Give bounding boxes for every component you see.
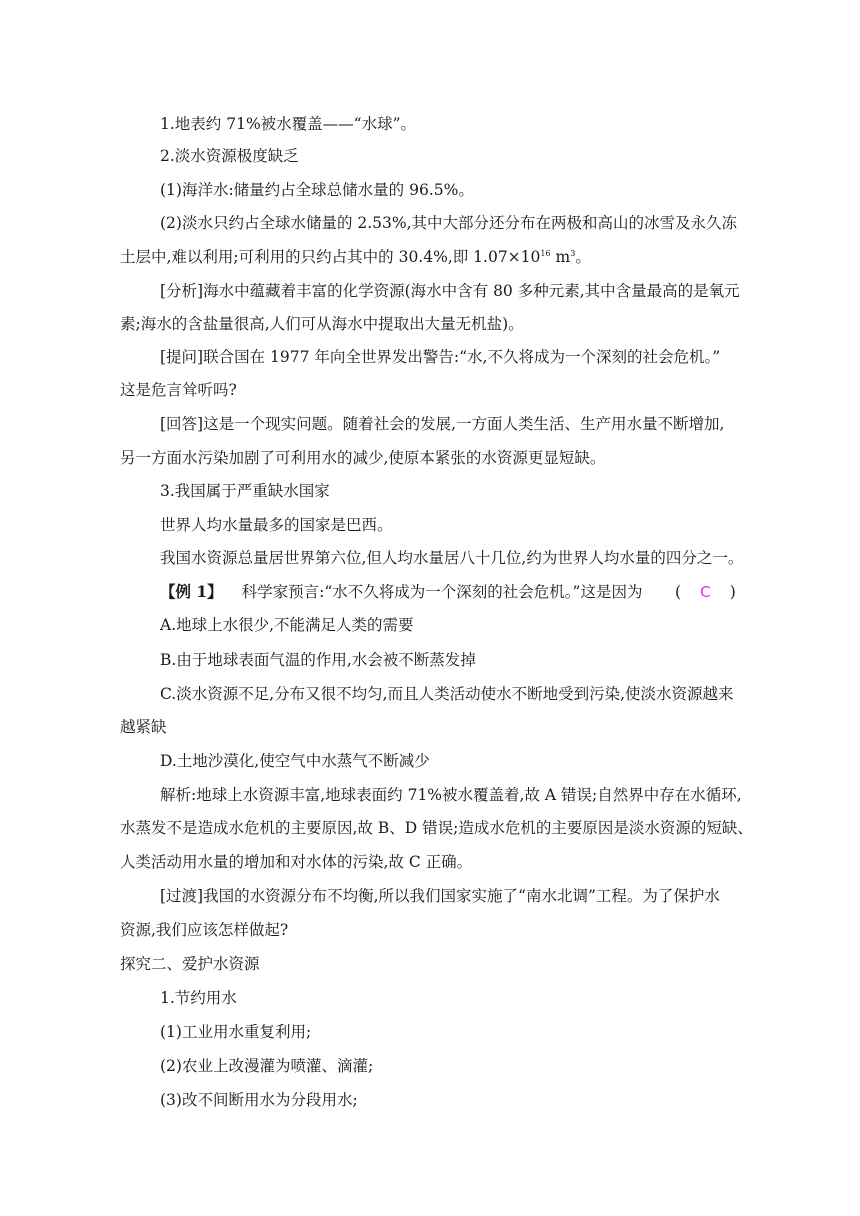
transition-line: 资源,我们应该怎样做起? xyxy=(120,921,289,939)
option-a: A.地球上水很少,不能满足人类的需要 xyxy=(160,616,414,634)
option-c-continued: 越紧缺 xyxy=(120,718,167,736)
answer-bracket xyxy=(675,582,736,602)
text-line: 世界人均水量最多的国家是巴西。 xyxy=(160,516,393,534)
text-fragment: m xyxy=(550,248,571,266)
text-line: (3)改不间断用水为分段用水; xyxy=(160,1091,358,1109)
example-label: 【例 1】 xyxy=(160,582,223,601)
transition-line: [过渡]我国的水资源分布不均衡,所以我们国家实施了“南水北调”工程。为了保护水 xyxy=(160,887,720,905)
analysis-line: 水蒸发不是造成水危机的主要原因,故 B、D 错误;造成水危机的主要原因是淡水资源的短缺、 xyxy=(120,819,753,837)
unit-exponent: 3 xyxy=(570,248,576,258)
text-line: 素;海水的含盐量很高,人们可从海水中提取出大量无机盐)。 xyxy=(120,315,524,333)
text-line: (1)海洋水:储量约占全球总储水量的 96.5%。 xyxy=(160,181,474,199)
text-line: [提问]联合国在 1977 年向全世界发出警告:“水,不久将成为一个深刻的社会危机。” xyxy=(160,348,721,366)
text-fragment: 。 xyxy=(575,248,591,266)
analysis-line: 人类活动用水量的增加和对水体的污染,故 C 正确。 xyxy=(120,853,473,871)
bracket-close: ) xyxy=(729,583,736,601)
option-b: B.由于地球表面气温的作用,水会被不断蒸发掉 xyxy=(160,651,476,669)
option-c: C.淡水资源不足,分布又很不均匀,而且人类活动使水不断地受到污染,使淡水资源越来 xyxy=(160,685,734,703)
text-line: 2.淡水资源极度缺乏 xyxy=(160,147,299,165)
text-line: 1.地表约 71%被水覆盖——“水球”。 xyxy=(160,115,417,133)
example-question: 科学家预言:“水不久将成为一个深刻的社会危机。”这是因为 xyxy=(241,583,643,601)
text-fragment: 土层中,难以利用;可利用的只约占其中的 30.4%,即 1.07×10 xyxy=(120,248,541,266)
text-line: [回答]这是一个现实问题。随着社会的发展,一方面人类生活、生产用水量不断增加, xyxy=(160,415,725,433)
text-line: 这是危言耸听吗? xyxy=(120,381,237,399)
text-line: (1)工业用水重复利用; xyxy=(160,1023,312,1041)
text-line: (2)淡水只约占全球水储量的 2.53%,其中大部分还分布在两极和高山的冰雪及永久冻 xyxy=(160,214,738,232)
analysis-line: 解析:地球上水资源丰富,地球表面约 71%被水覆盖着,故 A 错误;自然界中存在水循环, xyxy=(160,786,742,804)
text-line: 另一方面水污染加剧了可利用水的减少,使原本紧张的水资源更显短缺。 xyxy=(120,449,606,467)
section-heading: 探究二、爱护水资源 xyxy=(120,955,260,973)
bracket-open: ( xyxy=(675,583,682,601)
exponent: 16 xyxy=(540,248,551,258)
text-line xyxy=(120,247,591,267)
text-line: 3.我国属于严重缺水国家 xyxy=(160,482,330,500)
text-line: 我国水资源总量居世界第六位,但人均水量居八十几位,约为世界人均水量的四分之一。 xyxy=(160,549,744,567)
text-line: 1.节约用水 xyxy=(160,989,237,1007)
option-d: D.土地沙漠化,使空气中水蒸气不断减少 xyxy=(160,752,430,770)
example-answer: C xyxy=(700,583,711,601)
example-line xyxy=(160,582,642,602)
text-line: [分析]海水中蕴藏着丰富的化学资源(海水中含有 80 多种元素,其中含量最高的是氧元 xyxy=(160,282,740,300)
text-line: (2)农业上改漫灌为喷灌、滴灌; xyxy=(160,1057,374,1075)
